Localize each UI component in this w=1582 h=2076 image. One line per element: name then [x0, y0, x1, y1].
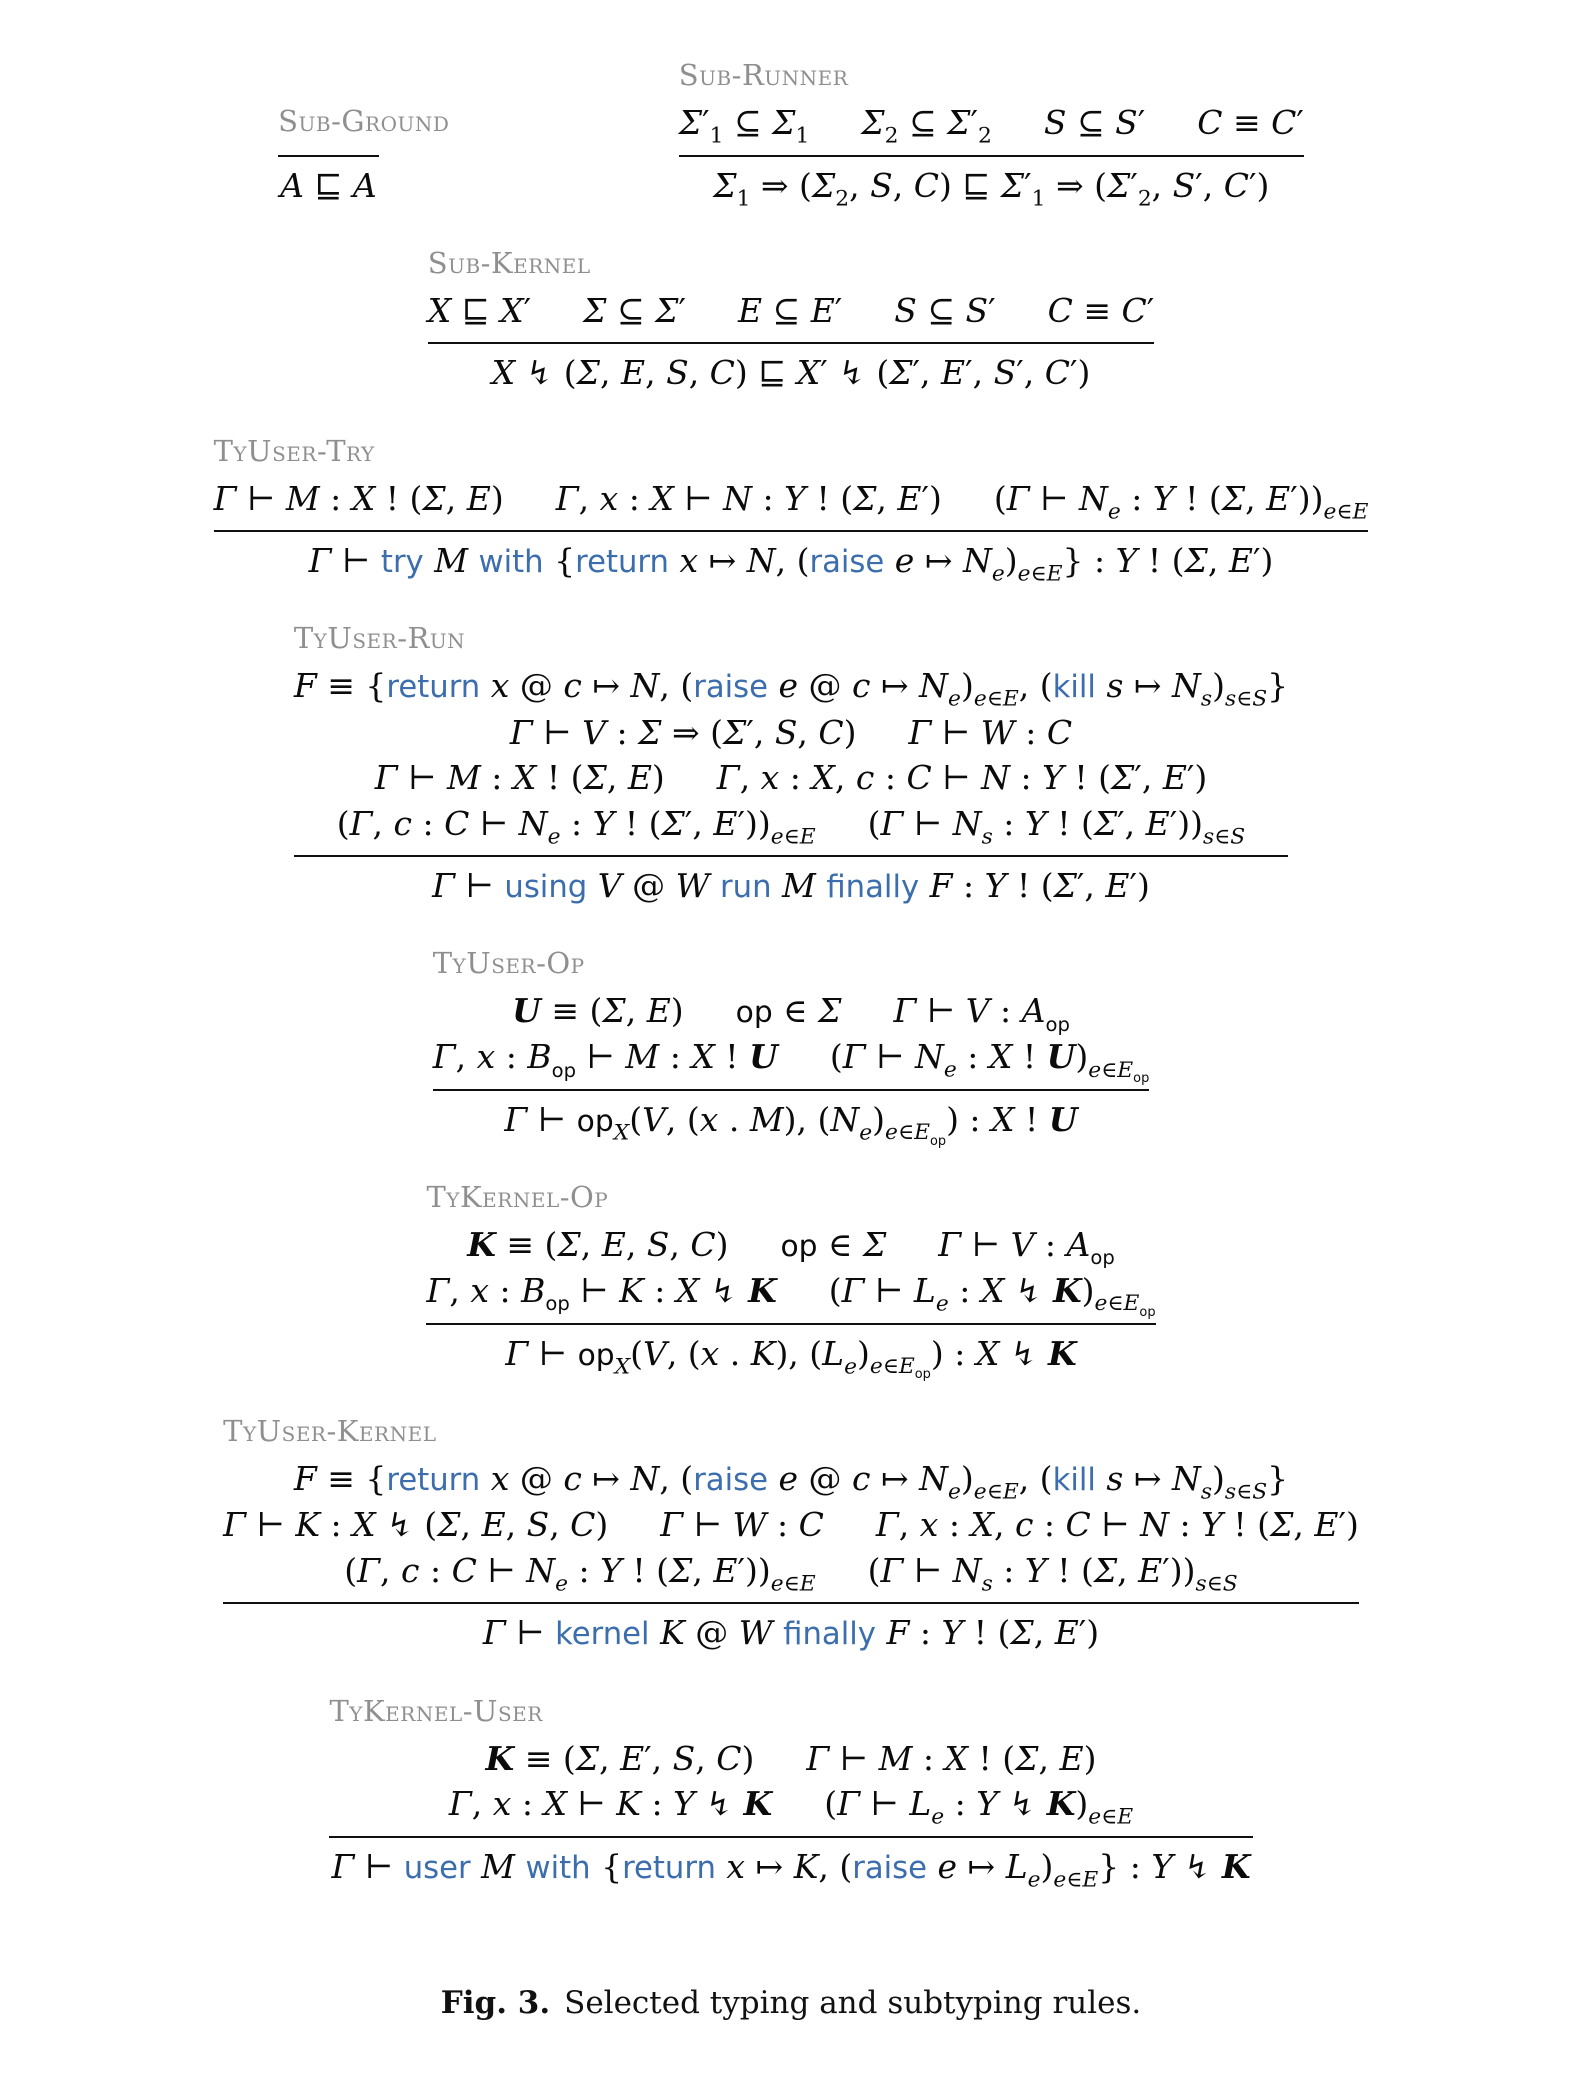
- premise: Γ, x : $B_{op}$ ⊢ M : X ! U: [432, 1037, 778, 1082]
- premise: Γ, x : X ⊢ K : Y ↯ K: [448, 1784, 773, 1824]
- premise: Γ, x : X, c : C ⊢ N : Y ! (Σ, E′): [875, 1505, 1359, 1545]
- premise: S ⊆ S′: [894, 290, 996, 330]
- premise: (Γ ⊢ $N_s$ : Y ! (Σ, $E'))_{s\in S}$: [867, 1550, 1238, 1597]
- premise-line: [293, 663, 1289, 712]
- rule-label: TyUser-Run: [293, 621, 466, 656]
- premise-line: [294, 710, 1288, 756]
- premise: (Γ ⊢ $L_e$ : X ↯ $K)_{e\in E_{op}}$: [828, 1271, 1156, 1320]
- rule-row: [0, 1180, 1582, 1383]
- premise: Γ ⊢ V : $A_{op}$: [938, 1225, 1115, 1270]
- premise-line: [294, 801, 1288, 847]
- rule-tyuser-run: [294, 621, 1288, 908]
- rule-row: [0, 58, 1582, 211]
- premise: (Γ ⊢ $N_e$ : Y ! (Σ, $E'))_{e\in E}$: [993, 478, 1369, 524]
- inference-bar: [329, 1836, 1252, 1838]
- figure-caption: [0, 1985, 1582, 2021]
- inference-bar: [294, 855, 1288, 857]
- premise: Γ, x : X ⊢ N : Y ! (Σ, E′): [555, 478, 942, 518]
- rule-label: Sub-Kernel: [427, 245, 591, 280]
- premise: K ≡ (Σ, E, S, C): [467, 1225, 729, 1265]
- premises: [678, 100, 1304, 149]
- conclusion: A ⊑ A: [280, 165, 377, 205]
- premise: K ≡ (Σ, E′, S, C): [485, 1738, 755, 1778]
- premises: [329, 1736, 1252, 1830]
- premise: $\Sigma_2$ ⊆ $\Sigma'_2$: [861, 103, 992, 149]
- conclusion: $\Sigma_1$ ⇒ ($\Sigma_2$, S, C) ⊑ $\Sigma'_1$ ⇒ ($\Sigma'_2$, S′, C′): [713, 165, 1270, 211]
- premise: Γ ⊢ V : Σ ⇒ (Σ′, S, C): [509, 712, 857, 752]
- conclusion: Γ ⊢ using V @ W run M finally F : Y ! (Σ′, E′): [432, 866, 1150, 906]
- rule-row: [0, 946, 1582, 1149]
- inference-bar: [679, 155, 1304, 157]
- premises: [214, 476, 1369, 522]
- premise: E ⊆ E′: [737, 290, 843, 330]
- premise: Γ ⊢ M : X ! (Σ, E): [374, 758, 665, 798]
- premise: U ≡ (Σ, E): [512, 991, 684, 1031]
- premise-line: [428, 288, 1155, 334]
- premises: [223, 1456, 1359, 1597]
- conclusion: X ↯ (Σ, E, S, C) ⊑ X′ ↯ (Σ′, E′, S′, C′): [491, 353, 1091, 393]
- rule-label: Sub-Ground: [278, 103, 450, 138]
- rule-label: TyUser-Try: [213, 433, 375, 468]
- rule-row: [0, 246, 1582, 396]
- rule-label: TyUser-Op: [432, 946, 585, 981]
- conclusion: Γ ⊢ $op_X(V$, (x . M), $(N_e)_{e\in E_{op}}$) : X ! U: [504, 1099, 1078, 1149]
- premise: Γ, x : X, c : C ⊢ N : Y ! (Σ′, E′): [716, 758, 1208, 798]
- premise: F ≡ {return x @ c ↦ N, (raise e @ c ↦ $N_e)_{e\in E}$, (kill s ↦ $N_s)_{s\in S}$}: [293, 666, 1289, 712]
- conclusion: Γ ⊢ user M with {return x ↦ K, (raise e ↦ $L_e)_{e\in E}$} : Y ↯ K: [331, 1846, 1251, 1892]
- premise-line: [223, 1456, 1359, 1505]
- premise-line: [432, 1034, 1150, 1087]
- premise: (Γ ⊢ $N_s$ : Y ! (Σ′, $E'))_{s\in S}$: [867, 803, 1246, 849]
- inference-bar: [223, 1602, 1359, 1604]
- premise-line: [426, 1268, 1156, 1320]
- premise: (Γ, c : C ⊢ $N_e$ : Y ! (Σ, $E'))_{e\in E}$: [344, 1550, 816, 1597]
- rule-row: [0, 1693, 1582, 1892]
- rule-label: TyKernel-Op: [426, 1180, 609, 1215]
- inference-bar: [214, 530, 1369, 532]
- premise-line: [223, 1502, 1359, 1548]
- rules-grid: [0, 58, 1582, 1892]
- premise-line: [678, 100, 1304, 149]
- inference-bar: [278, 155, 379, 157]
- premises: [432, 988, 1150, 1087]
- inference-bar: [428, 342, 1155, 344]
- rule-label: TyUser-Kernel: [223, 1413, 437, 1448]
- premise: Σ ⊆ Σ′: [583, 290, 686, 330]
- figure-caption-text: Selected typing and subtyping rules.: [564, 1984, 1142, 2021]
- figure-number: Fig. 3.: [440, 1984, 551, 2021]
- rule-row: [0, 1414, 1582, 1656]
- conclusion: Γ ⊢ kernel K @ W finally F : Y ! (Σ, E′): [482, 1613, 1100, 1653]
- premise-line: [214, 476, 1369, 522]
- premise: Γ ⊢ K : X ↯ (Σ, E, S, C): [223, 1505, 609, 1545]
- premise: Γ ⊢ M : X ! (Σ, E): [806, 1738, 1097, 1778]
- rule-row: [0, 433, 1582, 587]
- premise: F ≡ {return x @ c ↦ N, (raise e @ c ↦ $N_e)_{e\in E}$, (kill s ↦ $N_s)_{s\in S}$}: [293, 1458, 1289, 1505]
- premise: Γ ⊢ V : $A_{op}$: [893, 991, 1070, 1036]
- premise-line: [433, 988, 1150, 1034]
- premise: S ⊆ S′: [1043, 103, 1146, 142]
- premise: (Γ ⊢ $N_e$ : X ! $U)_{e\in E_{op}}$: [829, 1037, 1150, 1087]
- premise-line: [329, 1736, 1252, 1782]
- inference-bar: [426, 1323, 1155, 1325]
- premises: [426, 1222, 1156, 1320]
- premise-line: [329, 1781, 1252, 1830]
- rule-tykernel-user: [329, 1693, 1252, 1892]
- premise-line: [223, 1548, 1359, 1597]
- premise: X ⊑ X′: [427, 290, 532, 330]
- premise: (Γ ⊢ $L_e$ : Y ↯ $K)_{e\in E}$: [824, 1784, 1134, 1830]
- premises: [293, 663, 1289, 849]
- rule-label: Sub-Runner: [678, 58, 849, 92]
- rule-tykernel-op: [426, 1180, 1156, 1383]
- inference-bar: [433, 1089, 1150, 1091]
- premise: Γ ⊢ M : X ! (Σ, E): [213, 478, 504, 518]
- premise-line: [294, 755, 1288, 801]
- premise-line: [426, 1222, 1155, 1268]
- premise: op ∈ Σ: [735, 991, 842, 1031]
- premise: $\Sigma'_1$ ⊆ $\Sigma_1$: [678, 103, 810, 149]
- premise: (Γ, c : C ⊢ $N_e$ : Y ! (Σ′, $E'))_{e\in E}$: [336, 803, 816, 849]
- premises: [428, 288, 1155, 334]
- rule-sub-kernel: [428, 246, 1155, 396]
- rule-label: TyKernel-User: [329, 1693, 543, 1728]
- conclusion: Γ ⊢ $op_X(V$, (x . K), $(L_e)_{e\in E_{op}}$) : X ↯ K: [505, 1333, 1077, 1383]
- rule-sub-ground: [278, 103, 450, 208]
- premise: Γ ⊢ W : C: [908, 712, 1073, 752]
- rule-sub-runner: [678, 58, 1304, 211]
- premise: C ≡ C′: [1047, 290, 1155, 330]
- premise: C ≡ C′: [1197, 103, 1304, 142]
- conclusion: Γ ⊢ try M with {return x ↦ N, (raise e ↦ $N_e)_{e\in E}$} : Y ! (Σ, E′): [308, 541, 1274, 587]
- rule-tyuser-try: [213, 433, 1369, 587]
- rule-row: [0, 621, 1582, 908]
- rule-tyuser-kernel: [223, 1414, 1359, 1656]
- premise: Γ ⊢ W : C: [660, 1505, 824, 1545]
- rule-tyuser-op: [432, 946, 1150, 1149]
- premise: Γ, x : $B_{op}$ ⊢ K : X ↯ K: [426, 1271, 777, 1316]
- premise: op ∈ Σ: [780, 1225, 887, 1265]
